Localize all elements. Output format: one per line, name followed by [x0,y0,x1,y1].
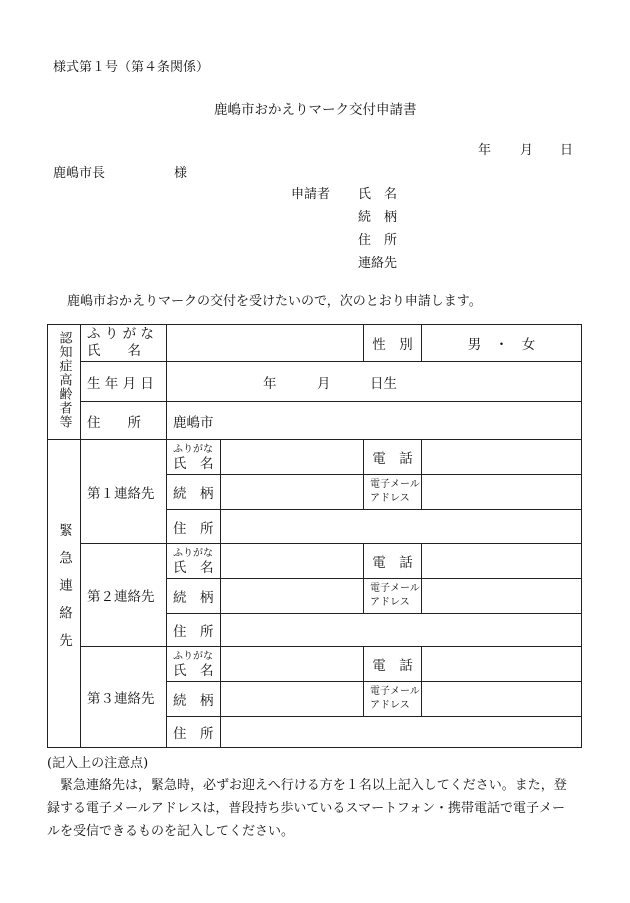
contact3-name-label-cell [167,647,221,682]
furigana-label-text: ふ り が な [87,326,154,342]
notes-line-2: 録する電子メールアドレスは，普段持ち歩いているスマートフォン・携帯電話で電子メー [47,801,566,816]
applicant-label: 申請者 [291,187,331,202]
contact1-relation-label: 続 柄 [167,475,221,510]
contact2-email-label-cell [364,579,422,614]
contact2-name-label: 氏 名 [173,559,214,576]
contact3-phone-input[interactable] [422,647,582,682]
contact1-label: 第１連絡先 [81,440,167,544]
form-number: 様式第１号（第４条関係） [53,60,210,75]
application-table [47,324,582,748]
emergency-header: 緊急連絡先 [56,522,72,661]
contact3-relation-input[interactable] [221,682,364,717]
birth-suffix: 日生 [370,375,397,392]
contact3-email-label-cell [364,682,422,717]
applicant-name-label: 氏 名 [358,187,398,202]
contact1-address-label: 住 所 [167,510,221,544]
contact1-email-input[interactable] [422,475,582,510]
birth-month: 月 [317,375,331,392]
addressee-name: 鹿嶋市長 [53,166,106,181]
contact1-email-label-2: アドレス [370,493,410,504]
contact2-email-input[interactable] [422,579,582,614]
elderly-name-label-cell [81,325,167,362]
contact2-relation-label: 続 柄 [167,579,221,614]
contact3-furigana-label: ふりがな [173,650,213,662]
gender-value[interactable]: 男 ・ 女 [422,325,582,362]
contact1-furigana-label: ふりがな [173,443,213,455]
document-title: 鹿嶋市おかえりマーク交付申請書 [214,102,417,118]
contact2-email-label-1: 電子メール [370,583,420,594]
contact3-name-label: 氏 名 [173,662,214,679]
intro-text: 鹿嶋市おかえりマークの交付を受けたいので，次のとおり申請します。 [67,294,482,309]
contact1-address-input[interactable] [221,510,582,544]
applicant-contact-label: 連絡先 [358,256,398,271]
contact1-name-label-cell [167,440,221,475]
contact2-name-input[interactable] [221,544,364,579]
contact1-phone-input[interactable] [422,440,582,475]
applicant-relation-label: 続 柄 [358,210,398,225]
elderly-furigana-label [81,326,166,343]
date-year: 年 [478,143,492,158]
elderly-address-value[interactable]: 鹿嶋市 [167,402,582,440]
contact1-relation-input[interactable] [221,475,364,510]
gender-label: 性 別 [364,325,422,362]
notes-heading: (記入上の注意点) [47,756,149,771]
contact3-phone-label: 電 話 [364,647,422,682]
contact2-address-input[interactable] [221,614,582,647]
applicant-address-label: 住 所 [358,233,398,248]
contact1-email-label-cell [364,475,422,510]
date-day: 日 [560,143,574,158]
contact2-relation-input[interactable] [221,579,364,614]
contact2-label: 第２連絡先 [81,544,167,647]
emergency-header-cell [48,440,81,748]
contact2-name-label-cell [167,544,221,579]
contact2-email-label-2: アドレス [370,597,410,608]
contact3-relation-label: 続 柄 [167,682,221,717]
birth-input[interactable] [167,362,582,402]
contact3-label: 第３連絡先 [81,647,167,748]
birth-year: 年 [263,375,277,392]
contact3-email-label-2: アドレス [370,700,410,711]
notes-line-1: 緊急連絡先は，緊急時，必ずお迎えへ行ける方を１名以上記入してください。また，登 [60,778,567,793]
contact3-address-input[interactable] [221,717,582,748]
addressee-honorific: 様 [174,166,188,181]
elderly-name-input[interactable] [167,325,364,362]
notes-line-3: ルを受信できるものを記入してください。 [47,824,295,839]
elderly-name-label: 氏 名 [87,343,141,359]
contact1-name-label: 氏 名 [173,455,214,472]
contact3-name-input[interactable] [221,647,364,682]
elderly-header-cell [48,325,81,440]
elderly-header: 認知症高齢者等 [56,331,72,429]
contact3-email-label-1: 電子メール [370,686,420,697]
contact1-name-input[interactable] [221,440,364,475]
contact2-phone-input[interactable] [422,544,582,579]
contact3-email-input[interactable] [422,682,582,717]
date-month: 月 [520,143,534,158]
contact1-email-label-1: 電子メール [370,479,420,490]
elderly-address-label: 住 所 [81,402,167,440]
contact1-phone-label: 電 話 [364,440,422,475]
contact2-furigana-label: ふりがな [173,547,213,559]
contact2-address-label: 住 所 [167,614,221,647]
contact3-address-label: 住 所 [167,717,221,748]
contact2-phone-label: 電 話 [364,544,422,579]
birth-label: 生 年 月 日 [81,362,167,402]
